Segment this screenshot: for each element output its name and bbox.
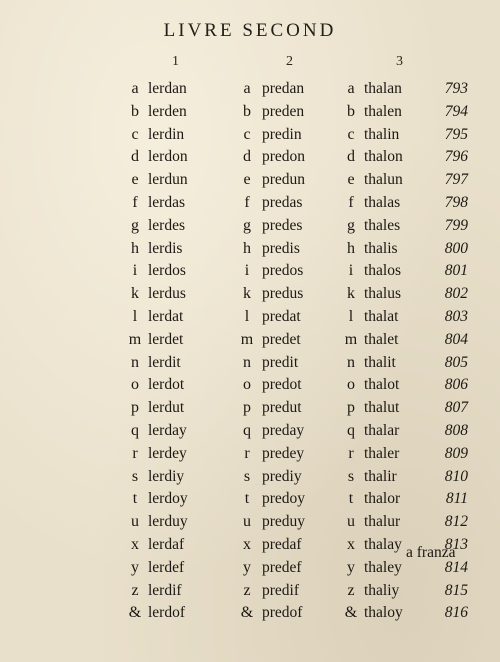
word-col2: predun xyxy=(262,171,306,189)
word-col1: lerdus xyxy=(148,285,186,303)
word-col1: lerdot xyxy=(148,376,185,394)
word-col2: preday xyxy=(262,422,305,439)
table-row xyxy=(0,397,500,419)
letter-col2: & xyxy=(240,604,254,622)
column-number-1: 1 xyxy=(172,54,179,69)
letter-col2: x xyxy=(243,536,251,553)
line-number: 797 xyxy=(444,171,468,189)
word-col2: predat xyxy=(262,308,301,325)
word-col3: thalur xyxy=(364,513,401,531)
word-col3: thaloy xyxy=(364,604,403,622)
word-col1: lerdis xyxy=(148,239,183,257)
letter-col3: h xyxy=(347,239,355,257)
letter-col3: b xyxy=(347,102,355,120)
line-number: 815 xyxy=(444,581,468,599)
letter-col1: e xyxy=(131,171,139,189)
line-number: 809 xyxy=(444,444,468,462)
letter-col3: y xyxy=(347,558,355,576)
word-col1: lerdoy xyxy=(148,490,188,508)
table-row xyxy=(0,329,500,351)
word-col1: lerdat xyxy=(148,308,184,325)
table-row xyxy=(0,260,500,282)
word-col1: lerdas xyxy=(148,194,186,211)
letter-col1: h xyxy=(131,239,139,257)
word-col3: thalir xyxy=(364,467,397,485)
table-row xyxy=(0,443,500,465)
line-number: 799 xyxy=(444,216,468,234)
word-col3: thalit xyxy=(364,353,396,371)
table-row xyxy=(0,101,500,123)
letter-col2: g xyxy=(243,216,251,234)
letter-col2: e xyxy=(243,171,251,189)
word-col2: predes xyxy=(262,216,303,234)
word-col1: lerden xyxy=(148,102,187,120)
line-number: 813 xyxy=(444,536,468,553)
word-col3: thalun xyxy=(364,171,403,189)
letter-col3: i xyxy=(348,262,354,280)
letter-col1: y xyxy=(131,558,139,576)
line-number: 796 xyxy=(444,148,468,166)
letter-col2: d xyxy=(243,148,251,166)
letter-col3: q xyxy=(347,422,355,439)
word-col3: thaley xyxy=(364,558,402,576)
word-col3: thalay xyxy=(364,536,402,553)
word-col1: lerdaf xyxy=(148,536,185,553)
letter-col1: r xyxy=(132,444,138,462)
word-col2: predan xyxy=(262,80,305,97)
table-row xyxy=(0,192,500,214)
letter-col2: z xyxy=(243,581,251,599)
letter-col1: f xyxy=(132,194,138,211)
letter-col2: a xyxy=(243,80,251,97)
letter-col3: c xyxy=(347,125,355,143)
line-number: 801 xyxy=(444,262,468,280)
word-col2: predef xyxy=(262,558,302,576)
letter-col3: z xyxy=(347,581,355,599)
line-number: 812 xyxy=(444,513,468,531)
table-row xyxy=(0,169,500,191)
word-col1: lerdan xyxy=(148,80,187,97)
letter-col2: c xyxy=(243,125,251,143)
letter-col3: u xyxy=(347,513,355,531)
letter-col3: t xyxy=(348,490,354,508)
word-col2: predot xyxy=(262,376,302,394)
table-row xyxy=(0,352,500,374)
letter-col2: l xyxy=(244,308,250,325)
table-row xyxy=(0,374,500,396)
letter-col1: n xyxy=(131,353,139,371)
word-col2: predin xyxy=(262,125,302,143)
word-col2: preden xyxy=(262,102,305,120)
table-row xyxy=(0,283,500,305)
word-col2: predos xyxy=(262,262,304,280)
page-header: LIVRE SECOND xyxy=(163,20,337,41)
catchword: a franza xyxy=(406,544,456,561)
letter-col2: u xyxy=(243,513,251,531)
letter-col1: & xyxy=(128,604,142,622)
letter-col1: l xyxy=(132,308,138,325)
word-col3: thaler xyxy=(364,444,400,462)
word-col2: preduy xyxy=(262,513,306,531)
word-col1: lerdif xyxy=(148,581,182,599)
word-col1: lerdon xyxy=(148,148,188,166)
letter-col2: k xyxy=(243,285,251,303)
word-col1: lerdun xyxy=(148,171,188,189)
word-col2: predif xyxy=(262,581,300,599)
word-col2: predet xyxy=(262,330,301,348)
letter-col3: & xyxy=(344,604,358,622)
word-col1: lerdut xyxy=(148,399,185,417)
word-col3: thalus xyxy=(364,285,402,303)
line-number: 804 xyxy=(444,330,468,348)
letter-col1: o xyxy=(131,376,139,394)
letter-col1: i xyxy=(132,262,138,280)
word-col3: thalar xyxy=(364,422,400,439)
table-row xyxy=(0,420,500,442)
letter-col1: z xyxy=(131,581,139,599)
table-row xyxy=(0,124,500,146)
word-col3: thalot xyxy=(364,376,400,394)
word-col2: predof xyxy=(262,604,303,622)
word-col1: lerdiy xyxy=(148,467,185,485)
letter-col2: f xyxy=(244,194,250,211)
word-col3: thalet xyxy=(364,330,399,348)
table-row xyxy=(0,580,500,602)
word-col1: lerdin xyxy=(148,125,185,143)
line-number: 800 xyxy=(444,239,468,257)
table-row xyxy=(0,511,500,533)
letter-col1: u xyxy=(131,513,139,531)
line-number: 805 xyxy=(444,353,468,371)
letter-col2: p xyxy=(243,399,251,417)
letter-col1: q xyxy=(131,422,139,439)
table-row xyxy=(0,78,500,100)
table-row xyxy=(0,238,500,260)
letter-col3: r xyxy=(348,444,354,462)
word-col2: predus xyxy=(262,285,304,303)
letter-col1: g xyxy=(131,216,139,234)
word-col2: predit xyxy=(262,353,299,371)
word-col1: lerdos xyxy=(148,262,186,280)
word-col2: prediy xyxy=(262,467,302,485)
letter-col2: s xyxy=(243,467,251,485)
line-number: 802 xyxy=(444,285,468,303)
word-col3: thalut xyxy=(364,399,400,417)
letter-col2: i xyxy=(244,262,250,280)
letter-col2: h xyxy=(243,239,251,257)
letter-col1: a xyxy=(131,80,139,97)
line-number: 808 xyxy=(444,422,468,439)
letter-col2: m xyxy=(240,330,254,348)
line-number: 814 xyxy=(444,558,468,576)
letter-col1: t xyxy=(132,490,138,508)
letter-col1: x xyxy=(131,536,139,553)
line-number: 794 xyxy=(444,102,468,120)
letter-col3: o xyxy=(347,376,355,394)
word-col3: thalos xyxy=(364,262,402,280)
word-col3: thalin xyxy=(364,125,400,143)
letter-col1: c xyxy=(131,125,139,143)
letter-col2: n xyxy=(243,353,251,371)
word-col3: thalas xyxy=(364,194,401,211)
line-number: 798 xyxy=(444,194,468,211)
word-col2: predon xyxy=(262,148,306,166)
word-col3: thalis xyxy=(364,239,398,257)
word-col1: lerdet xyxy=(148,330,184,348)
letter-col3: e xyxy=(347,171,355,189)
word-col2: predoy xyxy=(262,490,306,508)
table-row xyxy=(0,466,500,488)
letter-col3: p xyxy=(347,399,355,417)
letter-col3: k xyxy=(347,285,355,303)
column-number-3: 3 xyxy=(396,54,403,69)
letter-col3: a xyxy=(347,80,355,97)
table-row xyxy=(0,306,500,328)
word-col1: lerdit xyxy=(148,353,181,371)
word-col3: thalan xyxy=(364,80,402,97)
word-col2: predaf xyxy=(262,536,302,553)
line-number: 811 xyxy=(445,490,468,508)
word-col1: lerdes xyxy=(148,216,186,234)
word-col3: thaliy xyxy=(364,581,400,599)
letter-col2: r xyxy=(244,444,250,462)
letter-col2: t xyxy=(244,490,250,508)
letter-col1: b xyxy=(131,102,139,120)
letter-col3: g xyxy=(347,216,355,234)
word-col1: lerdey xyxy=(148,444,187,462)
letter-col3: d xyxy=(347,148,355,166)
line-number: 816 xyxy=(444,604,468,622)
line-number: 807 xyxy=(444,399,468,417)
line-number: 795 xyxy=(444,125,468,143)
word-col3: thalon xyxy=(364,148,403,166)
letter-col2: b xyxy=(243,102,251,120)
letter-col1: k xyxy=(131,285,139,303)
word-col1: lerduy xyxy=(148,513,188,531)
letter-col1: s xyxy=(131,467,139,485)
table-row xyxy=(0,215,500,237)
letter-col2: o xyxy=(243,376,251,394)
letter-col1: d xyxy=(131,148,139,166)
letter-col3: x xyxy=(347,536,355,553)
word-col1: lerdef xyxy=(148,558,185,576)
letter-col2: q xyxy=(243,422,251,439)
word-col3: thalor xyxy=(364,490,401,508)
letter-col2: y xyxy=(243,558,251,576)
letter-col1: p xyxy=(131,399,139,417)
word-col2: predas xyxy=(262,194,303,211)
word-col1: lerdof xyxy=(148,604,186,622)
letter-col1: m xyxy=(128,330,142,348)
word-col3: thales xyxy=(364,216,401,234)
word-col3: thalat xyxy=(364,308,399,325)
word-col1: lerday xyxy=(148,422,187,439)
letter-col3: f xyxy=(348,194,354,211)
word-col2: predis xyxy=(262,239,300,257)
line-number: 810 xyxy=(444,467,468,485)
letter-col3: l xyxy=(348,308,354,325)
table-row xyxy=(0,488,500,510)
line-number: 803 xyxy=(444,308,468,325)
word-col2: predey xyxy=(262,444,305,462)
letter-col3: m xyxy=(344,330,358,348)
letter-col3: n xyxy=(347,353,355,371)
table-row xyxy=(0,602,500,624)
line-number: 793 xyxy=(444,80,468,97)
letter-col3: s xyxy=(347,467,355,485)
column-number-2: 2 xyxy=(286,54,293,69)
word-col2: predut xyxy=(262,399,302,417)
line-number: 806 xyxy=(444,376,468,394)
word-col3: thalen xyxy=(364,102,402,120)
table-row xyxy=(0,146,500,168)
column-numbers xyxy=(0,54,500,74)
